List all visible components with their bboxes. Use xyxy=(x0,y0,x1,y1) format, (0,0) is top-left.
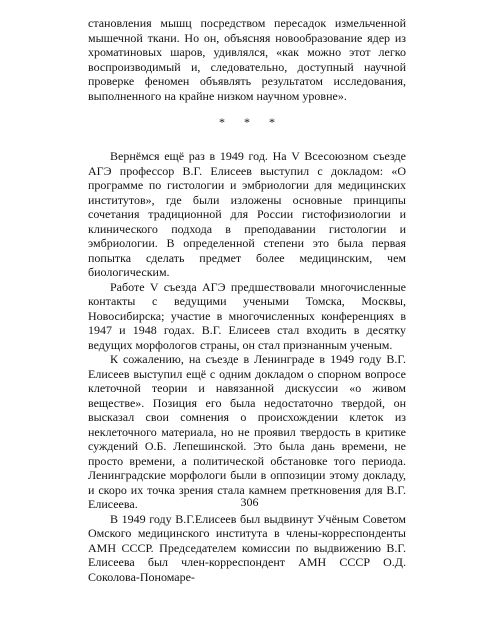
paragraph-leningrad: К сожалению, на съезде в Ленинграде в 1949 году В.Г. Елисеев выступил ещё с одним докладом о спорном вопросе клеточной теории и навязанной дискуссии «о живом веществе». Позиция его была недостаточно твердой, он высказал свои сомнения о происхождении клеток из неклеточного материала, но не проявил твердость в критике суждений О.Б. Лепешинской. Это была дань времени, не просто времени, а политической обстановке того периода. Ленинградские морфологи были в оппозиции этому докладу, и скоро их точка зрения стала камнем преткновения для В.Г. Елисеева. xyxy=(88,352,406,511)
page-number: 306 xyxy=(240,495,259,509)
paragraph-contacts: Работе V съезда АГЭ предшествовали многочисленные контакты с ведущими учеными Томска, Москвы, Новосибирска; участие в многочисленных конференциях в 1947 и 1948 годах. В.Г. Елисеев стал входить в десятку ведущих морфологов страны, он стал признанным ученым. xyxy=(88,279,406,352)
paragraph-1949-congress: Вернёмся ещё раз в 1949 год. На V Всесоюзном съезде АГЭ профессор В.Г. Елисеев выступил с докладом: «О программе по гистологии и эмбриологии для медицинских институтов», где были изложены основные принципы сочетания традиционной для России гистофизиологии и клинического подхода в преподавании гистологии и эмбриологии. В определенной степени это была первая попытка сделать предмет более медицинским, чем биологическим. xyxy=(88,149,406,279)
paragraph-continuation: становления мышц посредством пересадок измельченной мышечной ткани. Но он, объясняя новообразование ядер из хроматиновых шаров, удивлялся, «как можно этот легко воспроизводимый и, следовательно, доступный научной проверке феномен объявлять результатом исследования, выполненного на крайне низком научном уровне». xyxy=(88,16,406,103)
section-separator: * * * xyxy=(219,115,283,129)
paragraph-nomination: В 1949 году В.Г.Елисеев был выдвинут Учёным Советом Омского медицинского института в члены-корреспонденты АМН СССР. Председателем комиссии по выдвижению В.Г. Елисеева был член-корреспондент АМН СССР О.Д. Соколова-Пономаре- xyxy=(88,511,406,584)
